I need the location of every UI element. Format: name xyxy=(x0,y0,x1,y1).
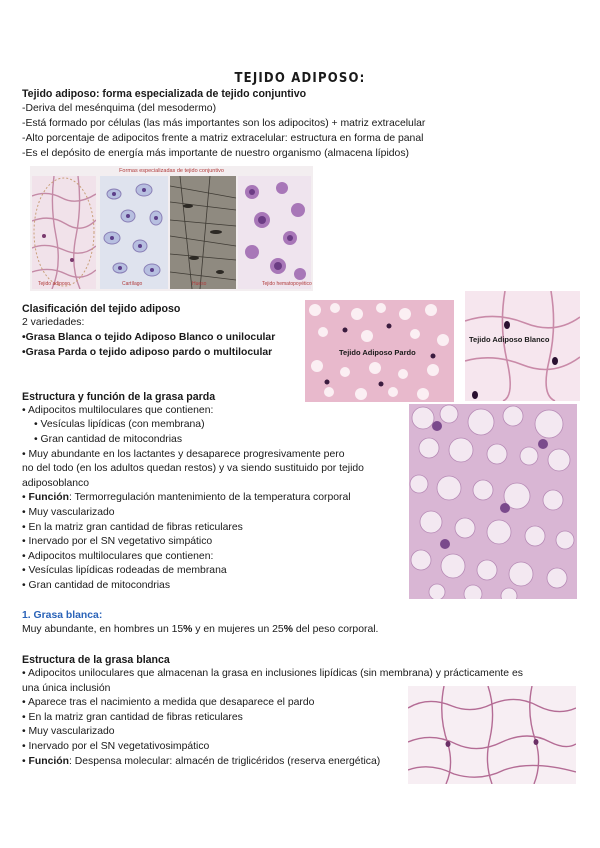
brown-line: • Adipocitos multiloculares que contienen: xyxy=(22,551,214,562)
white-intro-text-a: Muy abundante, en hombres un 15 xyxy=(22,624,184,635)
white-intro-heading: 1. Grasa blanca: xyxy=(22,610,103,621)
white-heading: Estructura de la grasa blanca xyxy=(22,654,170,666)
figure-caption: Formas especializadas de tejido conjuntivo xyxy=(119,168,224,174)
white-line: • Aparece tras el nacimiento a medida que desaparece el pardo xyxy=(22,697,315,708)
cartilage-micrograph xyxy=(100,176,168,289)
intro-heading: Tejido adiposo: forma especializada de tejido conjuntivo xyxy=(22,88,307,100)
white-intro-text-b: y en mujeres un 25 xyxy=(192,624,284,635)
brown-line: • Gran cantidad de mitocondrias xyxy=(22,580,171,591)
classification-heading: Clasificación del tejido adiposo xyxy=(22,303,181,315)
intro-line: -Es el depósito de energía más importante de nuestro organismo (almacena lípidos) xyxy=(22,148,409,159)
white-fat-label: Tejido Adiposo Blanco xyxy=(469,335,550,344)
white-function-label: Función xyxy=(28,756,69,767)
white-line: una única inclusión xyxy=(22,683,111,694)
white-intro-pct: % xyxy=(183,624,193,635)
classification-item: •Grasa Blanca o tejido Adiposo Blanco o unilocular xyxy=(22,332,276,343)
bone-micrograph xyxy=(170,176,236,289)
brown-fat-micrograph xyxy=(305,300,454,402)
intro-line: -Deriva del mesénquima (del mesodermo) xyxy=(22,103,217,114)
figure-label: Hueso xyxy=(192,281,207,287)
adipose-micrograph xyxy=(32,176,96,289)
classification-item: •Grasa Parda o tejido adiposo pardo o multilocular xyxy=(22,347,273,358)
brown-line: • Vesículas lipídicas (con membrana) xyxy=(34,419,205,430)
brown-fat-label: Tejido Adiposo Pardo xyxy=(339,348,416,357)
brown-function: • Función: Termorregulación mantenimiento de la temperatura corporal xyxy=(22,492,351,503)
brown-line: adiposoblanco xyxy=(22,478,90,489)
white-function-text: : Despensa molecular: almacén de triglicéridos (reserva energética) xyxy=(68,756,381,767)
white-intro-text-c: del peso corporal. xyxy=(292,624,379,635)
brown-line: • Gran cantidad de mitocondrias xyxy=(34,434,183,445)
brown-heading: Estructura y función de la grasa parda xyxy=(22,391,216,403)
white-fat-micrograph xyxy=(465,291,580,401)
white-line: • Adipocitos uniloculares que almacenan la grasa en inclusiones lipídicas (sin membrana) y prácticamente es xyxy=(22,668,523,679)
white-intro-text xyxy=(22,623,378,638)
white-line: • En la matriz gran cantidad de fibras reticulares xyxy=(22,712,243,723)
brown-line: • Vesículas lipídicas rodeadas de membrana xyxy=(22,565,227,576)
tissue-figure xyxy=(30,166,313,291)
brown-line: no del todo (en los adultos quedan restos) y va siendo sustituido por tejido xyxy=(22,463,364,474)
hematopoietic-micrograph xyxy=(238,176,311,289)
brown-line: • Muy abundante en los lactantes y desaparece progresivamente pero xyxy=(22,449,345,460)
classification-sub: 2 variedades: xyxy=(22,317,85,328)
figure-label: Tejido adiposo xyxy=(38,281,70,287)
brown-line: • Adipocitos multiloculares que contienen: xyxy=(22,405,214,416)
figure-label: Cartílago xyxy=(122,281,143,287)
brown-function-text: : Termorregulación mantenimiento de la temperatura corporal xyxy=(68,492,351,503)
page-title: TEJIDO ADIPOSO: xyxy=(234,71,366,86)
brown-line: • En la matriz gran cantidad de fibras reticulares xyxy=(22,522,243,533)
white-line: • Muy vascularizado xyxy=(22,726,115,737)
white-intro-pct: % xyxy=(283,624,293,635)
white-fat-detail-micrograph xyxy=(408,686,576,784)
intro-line: -Está formado por células (las más importantes son los adipocitos) + matriz extracelular xyxy=(22,118,426,129)
figure-label: Tejido hematopoyético xyxy=(262,281,312,287)
white-line: • Inervado por el SN vegetativosimpático xyxy=(22,741,210,752)
brown-function-label: Función xyxy=(28,492,69,503)
white-function: • Función: Despensa molecular: almacén de triglicéridos (reserva energética) xyxy=(22,756,381,767)
intro-line: -Alto porcentaje de adipocitos frente a matriz extracelular: estructura en forma de panal xyxy=(22,133,424,144)
brown-fat-detail-micrograph xyxy=(409,404,577,599)
brown-line: • Muy vascularizado xyxy=(22,507,115,518)
brown-line: • Inervado por el SN vegetativo simpático xyxy=(22,536,213,547)
